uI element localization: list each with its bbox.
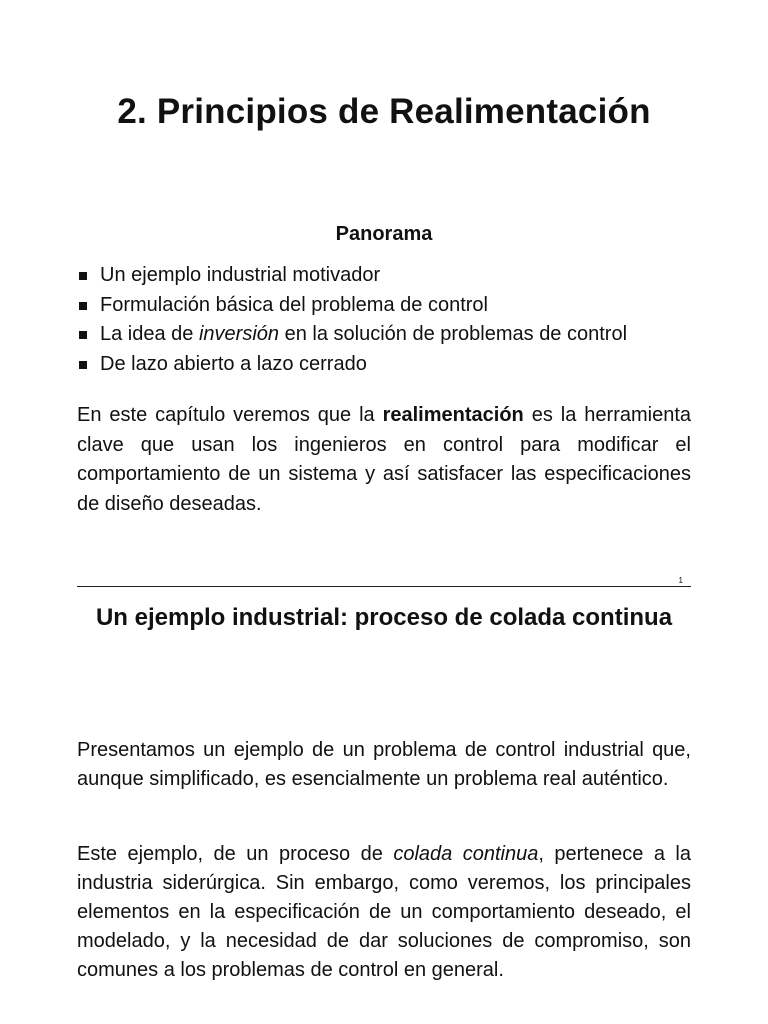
panorama-item: Formulación básica del problema de control xyxy=(77,291,691,321)
square-bullet-icon xyxy=(79,331,87,339)
intro-paragraph: En este capítulo veremos que la realimentación es la herramienta clave que usan los ingenieros en control para modificar el comportamiento de un sistema y así satisfacer las especificaciones de diseño deseadas. xyxy=(77,404,692,515)
page-number: 1 xyxy=(678,576,683,585)
panorama-item: De lazo abierto a lazo cerrado xyxy=(77,350,691,380)
emphasis-text: inversión xyxy=(198,323,280,345)
panorama-list xyxy=(77,261,691,379)
square-bullet-icon xyxy=(79,361,87,369)
bold-term: realimentación xyxy=(382,404,524,426)
panorama-item: La idea de inversión en la solución de problemas de control xyxy=(77,320,691,350)
panorama-item: Un ejemplo industrial motivador xyxy=(77,261,691,291)
body-paragraph: Presentamos un ejemplo de un problema de control industrial que, aunque simplificado, es esencialmente un problema real auténtico. xyxy=(77,739,691,790)
body-paragraph: Este ejemplo, de un proceso de colada continua, pertenece a la industria siderúrgica. Sin embargo, como veremos, los principales elementos en la especificación de un comportamiento deseado, el modelado, y la necesidad de dar soluciones de compromiso, son comunes a los problemas de control en general. xyxy=(77,843,691,981)
panorama-heading: Panorama xyxy=(335,223,433,245)
italic-term: colada continua xyxy=(393,843,539,865)
square-bullet-icon xyxy=(79,302,87,310)
page-divider xyxy=(77,586,691,587)
square-bullet-icon xyxy=(79,272,87,280)
chapter-title: 2. Principios de Realimentación xyxy=(117,92,651,131)
section-title: Un ejemplo industrial: proceso de colada continua xyxy=(95,604,673,631)
